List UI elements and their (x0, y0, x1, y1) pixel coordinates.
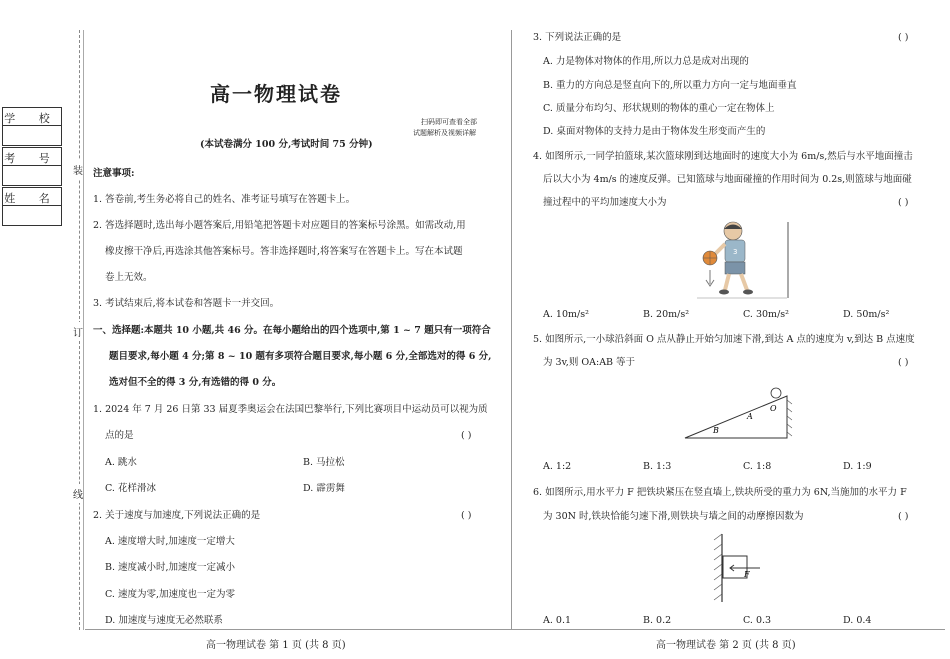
q6-line-1: 6. 如图所示,用水平力 F 把铁块紧压在竖直墙上,铁块所受的重力为 6N,当施加的水平力 F (533, 487, 907, 498)
notice-3: 3. 考试结束后,将本试卷和答题卡一并交回。 (93, 298, 280, 309)
right-footer: 高一物理试卷 第 2 页 (共 8 页) (656, 640, 796, 651)
footer-rule (85, 629, 945, 630)
q2-option-c: C. 速度为零,加速度也一定为零 (105, 589, 235, 600)
q2-stem: 2. 关于速度与加速度,下列说法正确的是 (93, 510, 261, 521)
notice-2-end: 卷上无效。 (105, 272, 153, 283)
notice-2: 2. 答选择题时,选出每小题答案后,用铅笔把答题卡对应题目的答案标号涂黑。如需改动,用 (93, 220, 466, 231)
q3-option-d: D. 桌面对物体的支持力是由于物体发生形变而产生的 (543, 126, 766, 137)
q1-option-a: A. 跳水 (105, 457, 137, 468)
page-divider (511, 30, 512, 630)
q4-option-c: C. 30m/s² (743, 309, 789, 320)
notice-1: 1. 答卷前,考生务必将自己的姓名、准考证号填写在答题卡上。 (93, 194, 356, 205)
q1-option-c: C. 花样滑冰 (105, 483, 156, 494)
basketball-player-figure (695, 220, 795, 300)
q2-option-d: D. 加速度与速度无必然联系 (105, 615, 223, 626)
q6-option-c: C. 0.3 (743, 615, 772, 626)
exam-number-field[interactable] (2, 147, 62, 186)
q4-line-1: 4. 如图所示,一同学拍篮球,某次篮球刚到达地面时的速度大小为 6m/s,然后与水平地面撞击 (533, 151, 913, 162)
section1-line-2: 题目要求,每小题 4 分;第 8 ~ 10 题有多项符合题目要求,每小题 6 分,全部选对的得 6 分, (109, 351, 492, 362)
q4-option-d: D. 50m/s² (843, 309, 890, 320)
q1-stem: 1. 2024 年 7 月 26 日第 33 届夏季奥运会在法国巴黎举行,下列比赛项目中运动员可以视为质 (93, 404, 488, 415)
q5-option-d: D. 1:9 (843, 461, 872, 472)
q1-answer-paren: ( ) (461, 430, 472, 441)
q3-option-a: A. 力是物体对物体的作用,所以力总是成对出现的 (543, 56, 749, 67)
q3-option-b: B. 重力的方向总是竖直向下的,所以重力方向一定与地面垂直 (543, 80, 797, 91)
incline-label-b: B (713, 426, 719, 435)
left-footer: 高一物理试卷 第 1 页 (共 8 页) (206, 640, 346, 651)
q5-option-c: C. 1:8 (743, 461, 772, 472)
binding-mark-zhuang: 装 (73, 160, 83, 179)
q4-option-a: A. 10m/s² (543, 309, 589, 320)
q2-answer-paren: ( ) (461, 510, 472, 521)
q5-line-2: 为 3v,则 OA:AB 等于 (543, 357, 636, 368)
force-label: F (744, 570, 750, 579)
q2-option-b: B. 速度减小时,加速度一定减小 (105, 562, 236, 573)
q5-answer-paren: ( ) (898, 357, 909, 368)
q4-option-b: B. 20m/s² (643, 309, 690, 320)
incline-label-a: A (747, 412, 753, 421)
q2-option-a: A. 速度增大时,加速度一定增大 (105, 536, 235, 547)
q5-line-1: 5. 如图所示,一小球沿斜面 O 点从静止开始匀加速下滑,到达 A 点的速度为 v,到达 B 点速度 (533, 334, 915, 345)
exam-subtitle: (本试卷满分 100 分,考试时间 75 分钟) (200, 139, 373, 150)
qr-note-line-2: 试题解析及视频详解 (413, 129, 476, 137)
name-label: 姓 名 (4, 192, 60, 205)
q4-line-2: 后以大小为 4m/s 的速度反弹。已知篮球与地面碰撞的作用时间为 0.2s,则篮球与地面碰 (543, 174, 912, 185)
school-label: 学 校 (4, 112, 60, 125)
q6-option-b: B. 0.2 (643, 615, 672, 626)
school-field[interactable] (2, 107, 62, 146)
incline-figure (683, 380, 793, 440)
q3-option-c: C. 质量分布均匀、形状规则的物体的重心一定在物体上 (543, 103, 775, 114)
notice-2-cont: 橡皮擦干净后,再选涂其他答案标号。答非选择题时,将答案写在答题卡上。写在本试题 (105, 246, 463, 257)
q6-option-d: D. 0.4 (843, 615, 872, 626)
svg-text:3: 3 (733, 248, 738, 256)
section1-line-1: 一、选择题:本题共 10 小题,共 46 分。在每小题给出的四个选项中,第 1 ~ 7 题只有一项符合 (93, 325, 491, 336)
q1-option-b: B. 马拉松 (303, 457, 345, 468)
q4-line-3: 撞过程中的平均加速度大小为 (543, 197, 667, 208)
section1-line-3: 选对但不全的得 3 分,有选错的得 0 分。 (109, 377, 282, 388)
qr-note-line-1: 扫码即可查看全部 (421, 118, 477, 126)
exam-number-label: 考 号 (4, 152, 60, 165)
name-field[interactable] (2, 187, 62, 226)
q5-option-b: B. 1:3 (643, 461, 672, 472)
q6-option-a: A. 0.1 (543, 615, 572, 626)
q3-stem: 3. 下列说法正确的是 (533, 32, 622, 43)
incline-label-o: O (770, 404, 777, 413)
q4-answer-paren: ( ) (898, 197, 909, 208)
q6-line-2: 为 30N 时,铁块恰能匀速下滑,则铁块与墙之间的动摩擦因数为 (543, 511, 804, 522)
binding-solid-line (83, 30, 84, 630)
notice-heading: 注意事项: (93, 168, 135, 179)
binding-mark-ding: 订 (73, 322, 83, 341)
exam-title: 高一物理试卷 (210, 82, 342, 106)
q6-answer-paren: ( ) (898, 511, 909, 522)
q3-answer-paren: ( ) (898, 32, 909, 43)
binding-mark-xian: 线 (73, 484, 83, 503)
q1-option-d: D. 霹雳舞 (303, 483, 345, 494)
wall-block-figure (708, 532, 768, 604)
q5-option-a: A. 1:2 (543, 461, 572, 472)
q1-stem-cont: 点的是 (105, 430, 134, 441)
